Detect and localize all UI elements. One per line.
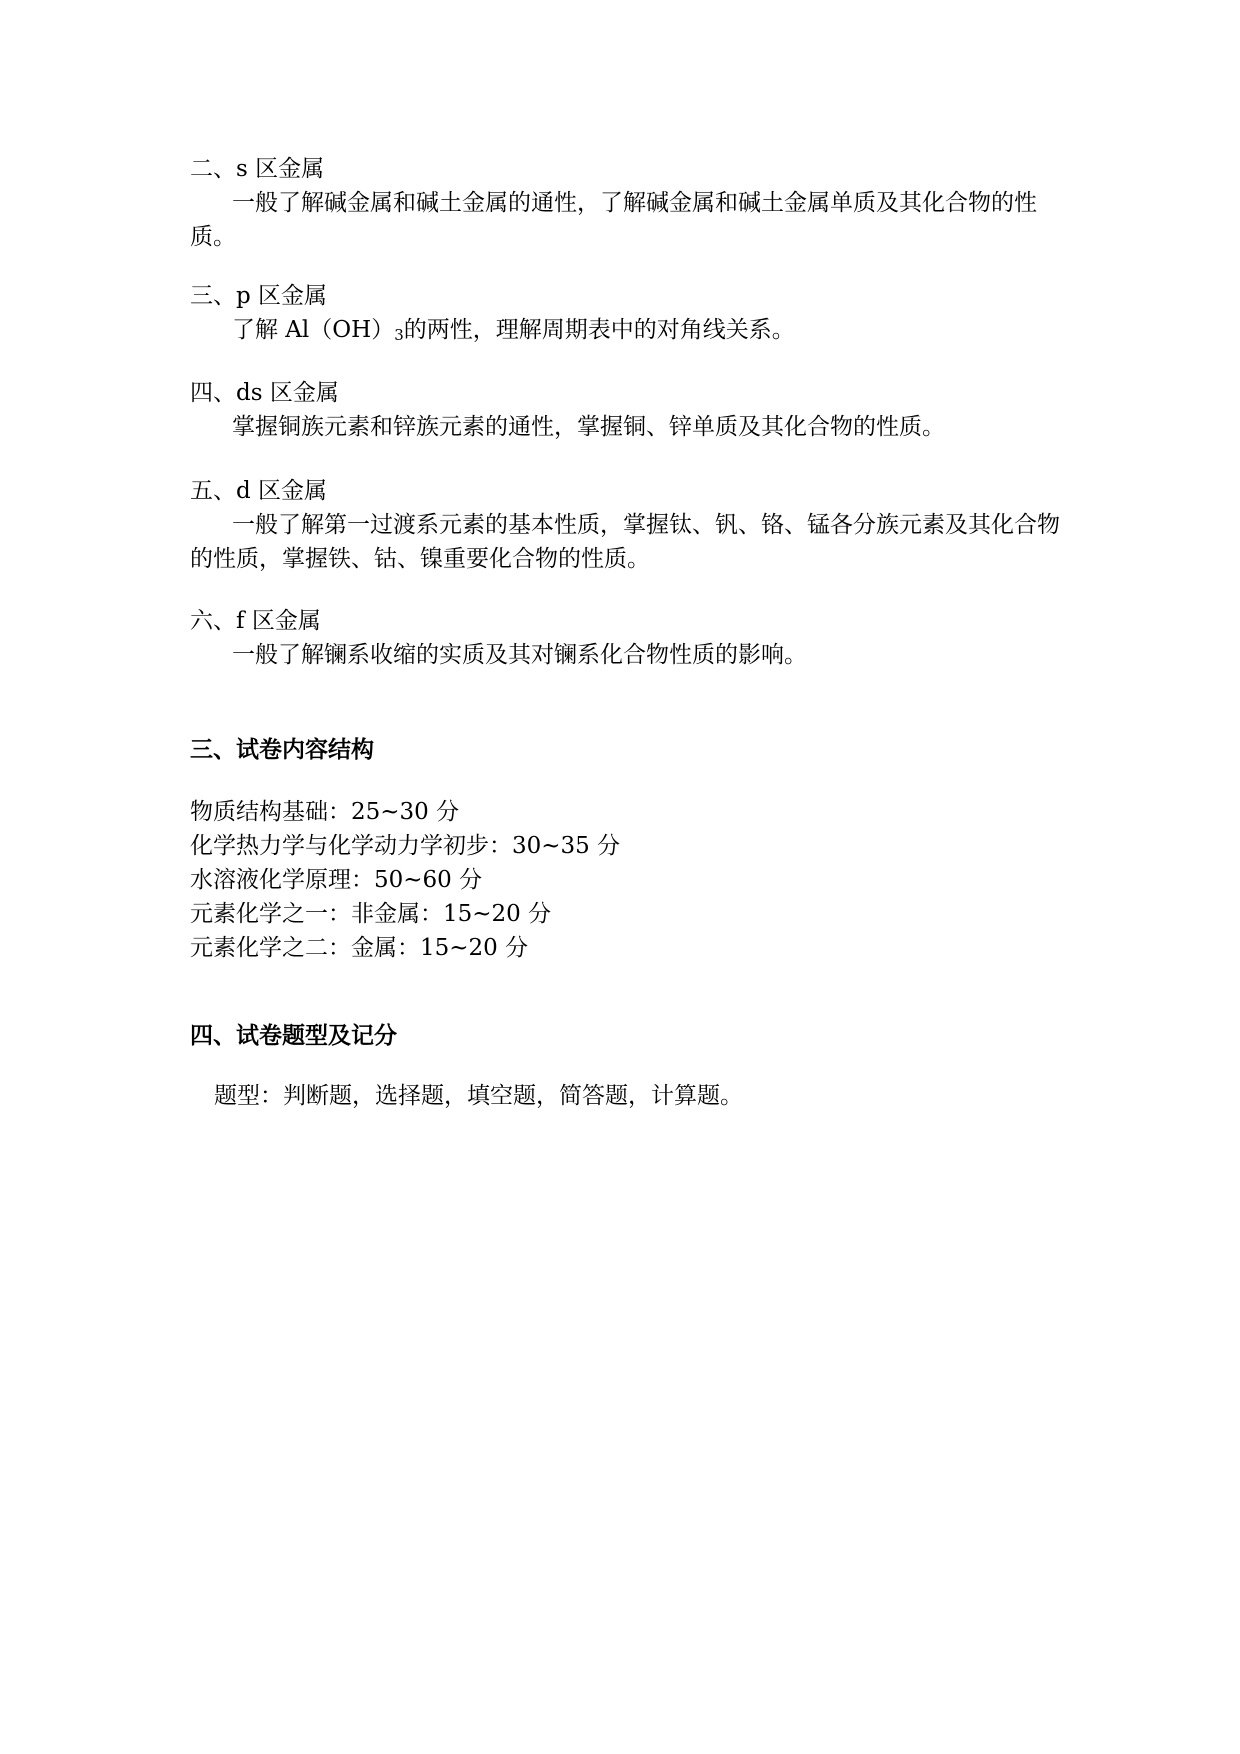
body-text-after: 的两性，理解周期表中的对角线关系。	[403, 317, 795, 343]
section-heading: 五、d 区金属	[190, 478, 328, 504]
list-item: 元素化学之二：金属：15~20 分	[190, 935, 529, 961]
section-ds-block-metals	[190, 376, 1070, 444]
list-item: 物质结构基础：25~30 分	[190, 799, 460, 825]
section-f-block-metals	[190, 604, 1070, 672]
section-body: 一般了解碱金属和碱土金属的通性，了解碱金属和碱土金属单质及其化合物的性质。	[190, 190, 1037, 250]
section-s-block-metals	[190, 152, 1070, 254]
section-heading: 三、p 区金属	[190, 283, 328, 309]
section-body: 一般了解镧系收缩的实质及其对镧系化合物性质的影响。	[232, 642, 807, 668]
list-item: 化学热力学与化学动力学初步：30~35 分	[190, 833, 621, 859]
section-body: 题型：判断题，选择题，填空题，简答题，计算题。	[214, 1083, 743, 1109]
section-body: 掌握铜族元素和锌族元素的通性，掌握铜、锌单质及其化合物的性质。	[232, 414, 945, 440]
section-heading: 四、ds 区金属	[190, 380, 339, 406]
section-title: 三、试卷内容结构	[190, 736, 374, 763]
section-title: 四、试卷题型及记分	[190, 1022, 397, 1049]
list-item: 元素化学之一：非金属：15~20 分	[190, 901, 552, 927]
section-body	[190, 313, 1070, 352]
section-heading: 二、s 区金属	[190, 156, 325, 182]
section-question-types	[190, 1019, 1070, 1113]
body-text-before: 了解 Al（OH）	[232, 317, 395, 343]
section-heading: 六、f 区金属	[190, 608, 321, 634]
section-d-block-metals	[190, 474, 1070, 576]
subscript: 3	[394, 326, 404, 344]
section-p-block-metals	[190, 279, 1070, 352]
section-exam-structure	[190, 733, 1070, 965]
list-item: 水溶液化学原理：50~60 分	[190, 867, 483, 893]
section-body: 一般了解第一过渡系元素的基本性质，掌握钛、钒、铬、锰各分族元素及其化合物的性质，掌握铁、钴、镍重要化合物的性质。	[190, 512, 1060, 572]
